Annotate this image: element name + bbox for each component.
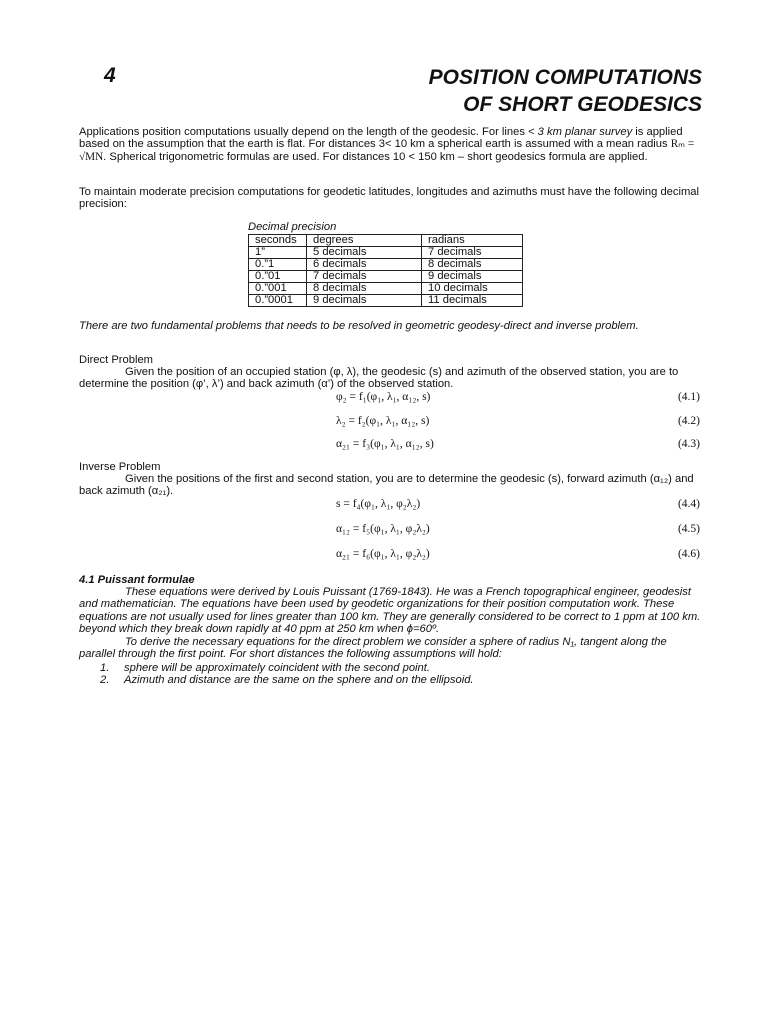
mean-radius-formula: Rₘ = √MN	[79, 138, 695, 163]
direct-problem-heading: Direct Problem	[79, 354, 153, 366]
intro-paragraph-1	[79, 126, 701, 163]
equation-number: (4.2)	[677, 415, 700, 427]
table-cell: 9 decimals	[422, 271, 523, 283]
inverse-problem-heading: Inverse Problem	[79, 461, 161, 473]
table-header: radians	[422, 235, 523, 247]
list-item-number: 2.	[100, 674, 110, 687]
precision-table-caption: Decimal precision	[248, 221, 337, 233]
table-cell: 11 decimals	[422, 295, 523, 307]
equation-number: (4.6)	[677, 548, 700, 560]
table-header-row	[249, 235, 523, 247]
list-item	[100, 662, 700, 674]
table-cell: 0.”01	[249, 271, 307, 283]
table-cell: 0.”1	[249, 259, 307, 271]
table-cell: 9 decimals	[307, 295, 422, 307]
table-cell: 0.”001	[249, 283, 307, 295]
table-cell: 7 decimals	[307, 271, 422, 283]
table-row	[249, 283, 523, 295]
equation-formula: λ₂ = f₂(φ₁, λ₁, α₁₂, s)	[336, 415, 430, 427]
puissant-text-1: These equations were derived by Louis Puissant (1769-1843). He was a French topographical engineer, geodesist and mathematician. The equations have been used by geodetic organizations for their position computation work. These equations are not usually used for lines greater than 100 km. They are generally considered to be correct to 1 ppm at 100 km. beyond which they break down rapidly at 40 ppm at 250 km when ϕ=60º.	[79, 586, 701, 636]
list-item	[100, 674, 700, 686]
puissant-text-2: To derive the necessary equations for the direct problem we consider a sphere of radius N₁, tangent along the parallel through the first point. For short distances the following assumptions will hold:	[79, 636, 667, 661]
table-row	[249, 259, 523, 271]
list-item-text: sphere will be approximately coincident with the second point.	[124, 662, 430, 674]
chapter-title-line1: POSITION COMPUTATIONS	[428, 66, 702, 89]
puissant-paragraph-2	[79, 636, 701, 661]
list-item-text: Azimuth and distance are the same on the sphere and on the ellipsoid.	[124, 674, 474, 687]
equation-number: (4.5)	[677, 523, 700, 535]
equation-formula: α₂₁ = f₃(φ₁, λ₁, α₁₂, s)	[336, 438, 434, 450]
table-cell: 10 decimals	[422, 283, 523, 295]
intro-text-b: < 3 km planar survey	[528, 126, 633, 138]
equation-number: (4.3)	[677, 438, 700, 450]
equation-formula: α₁₂ = f₅(φ₁, λ₁, φ₂λ₂)	[336, 523, 430, 535]
puissant-paragraph-1	[79, 586, 701, 636]
chapter-title	[429, 64, 702, 118]
table-row	[249, 295, 523, 307]
precision-table	[248, 234, 523, 307]
table-cell: 6 decimals	[307, 259, 422, 271]
inverse-problem-text	[79, 473, 701, 498]
table-cell: 8 decimals	[422, 259, 523, 271]
table-row	[249, 247, 523, 259]
equation-formula: s = f₄(φ₁, λ₁, φ₂λ₂)	[336, 498, 421, 510]
equation-number: (4.4)	[677, 498, 700, 510]
inverse-problem-description: Given the positions of the first and second station, you are to determine the geodesic (s), forward azimuth (α₁₂) and back azimuth (α₂₁).	[79, 473, 694, 498]
chapter-title-line2: OF SHORT GEODESICS	[463, 93, 702, 116]
intro-text-c: is applied based on the assumption that the earth is flat. For distances 3< 10 km a spherical earth is assumed with a mean radius	[79, 126, 683, 151]
table-cell: 1”	[249, 247, 307, 259]
intro-text-a: Applications position computations usually depend on the length of the geodesic. For lines	[79, 126, 529, 138]
intro-text-d: . Spherical trigonometric formulas are used. For distances 10 < 150 km – short geodesics formula are applied.	[103, 150, 648, 163]
equation-formula: α₂₁ = f₆(φ₁, λ₁, φ₂λ₂)	[336, 548, 430, 560]
direct-problem-description: Given the position of an occupied station (φ, λ), the geodesic (s) and azimuth of the observed station, you are to determine the position (φ’, λ’) and back azimuth (α’) of the observed station.	[79, 366, 679, 391]
table-row	[249, 271, 523, 283]
section-heading-puissant: 4.1 Puissant formulae	[79, 574, 195, 586]
fundamental-problems-text: There are two fundamental problems that needs to be resolved in geometric geodesy-direct and inverse problem.	[79, 320, 639, 332]
direct-problem-text	[79, 366, 701, 391]
table-cell: 5 decimals	[307, 247, 422, 259]
intro-paragraph-2: To maintain moderate precision computations for geodetic latitudes, longitudes and azimuths must have the following decimal precision:	[79, 186, 700, 211]
equation-number: (4.1)	[677, 391, 700, 403]
assumption-list	[100, 662, 700, 687]
table-header: degrees	[307, 235, 422, 247]
table-cell: 0.”0001	[249, 295, 307, 307]
table-header: seconds	[249, 235, 307, 247]
equation-formula: φ₂ = f₁(φ₁, λ₁, α₁₂, s)	[336, 391, 431, 403]
table-cell: 7 decimals	[422, 247, 523, 259]
chapter-number: 4	[104, 64, 116, 87]
table-cell: 8 decimals	[307, 283, 422, 295]
list-item-number: 1.	[100, 662, 110, 674]
